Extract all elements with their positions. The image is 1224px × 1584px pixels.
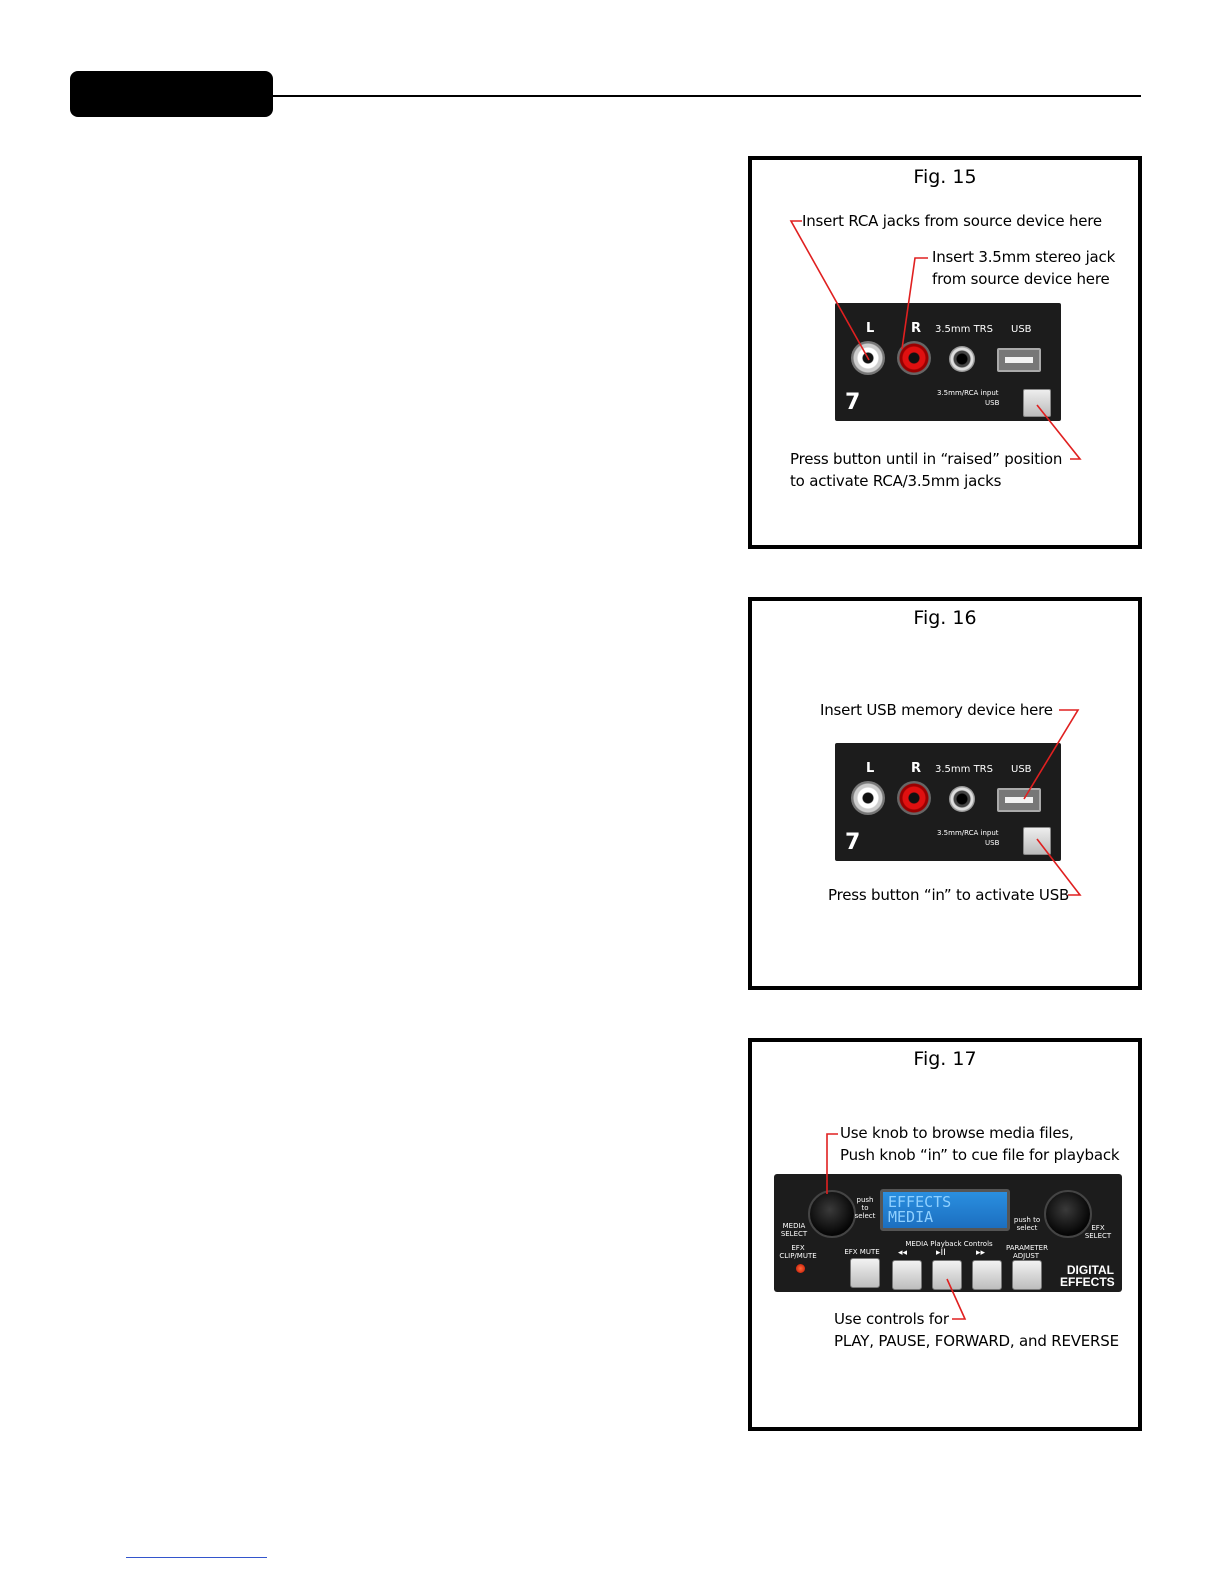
switch-label-usb: USB (985, 399, 1000, 407)
lcd-line-1: EFFECTS (888, 1193, 952, 1211)
efx-select-label: EFX SELECT (1084, 1224, 1112, 1240)
push-to-select-right: push to select (1013, 1216, 1041, 1232)
leader-lines (752, 601, 1138, 986)
efx-mute-label: EFX MUTE (844, 1248, 880, 1256)
callout-button-line1: Press button until in “raised” position (790, 450, 1063, 468)
callout-rca: Insert RCA jacks from source device here (802, 212, 1102, 230)
leader-lines (752, 160, 1138, 545)
figure-16 (748, 597, 1142, 990)
channel-number: 7 (845, 830, 861, 855)
callout-knob-line2: Push knob “in” to cue file for playback (840, 1146, 1120, 1164)
label-trs: 3.5mm TRS (935, 324, 993, 335)
forward-symbol: ▸▸ (976, 1248, 986, 1258)
callout-trs-line2: from source device here (932, 270, 1110, 288)
footer-link-underline[interactable] (126, 1557, 267, 1558)
figure-title: Fig. 16 (913, 607, 977, 629)
label-l: L (866, 761, 875, 776)
figure-15 (748, 156, 1142, 549)
play-pause-symbol: ▸II (936, 1248, 946, 1258)
figure-17 (748, 1038, 1142, 1431)
label-r: R (911, 321, 922, 336)
callout-button-line2: to activate RCA/3.5mm jacks (790, 472, 1002, 490)
callout-controls-line2: PLAY, PAUSE, FORWARD, and REVERSE (834, 1332, 1119, 1350)
lcd-line-2: MEDIA (888, 1208, 934, 1226)
switch-label-rca: 3.5mm/RCA input (937, 829, 999, 837)
figure-title: Fig. 17 (913, 1048, 977, 1070)
push-to-select-left: push to select (854, 1196, 876, 1220)
section-header-tab (70, 71, 273, 117)
label-usb: USB (1011, 764, 1032, 775)
callout-controls-line1: Use controls for (834, 1310, 949, 1328)
callout-trs-line1: Insert 3.5mm stereo jack (932, 248, 1116, 266)
channel-number: 7 (845, 390, 861, 415)
header-rule (270, 95, 1141, 97)
playback-controls-label: MEDIA Playback Controls (905, 1240, 993, 1248)
figure-title: Fig. 15 (913, 166, 977, 188)
label-l: L (866, 321, 875, 336)
label-trs: 3.5mm TRS (935, 764, 993, 775)
callout-button: Press button “in” to activate USB (828, 886, 1070, 904)
switch-label-rca: 3.5mm/RCA input (937, 389, 999, 397)
rewind-symbol: ◂◂ (898, 1248, 908, 1258)
efx-clip-mute-label: EFX CLIP/MUTE (779, 1244, 817, 1260)
label-r: R (911, 761, 922, 776)
parameter-adjust-label: PARAMETER ADJUST (1006, 1244, 1048, 1260)
switch-label-usb: USB (985, 839, 1000, 847)
callout-knob-line1: Use knob to browse media files, (840, 1124, 1074, 1142)
label-usb: USB (1011, 324, 1032, 335)
leader-lines (752, 1042, 1138, 1427)
brand-line-1: DIGITAL (1066, 1263, 1114, 1277)
callout-usb: Insert USB memory device here (820, 701, 1053, 719)
brand-line-2: EFFECTS (1060, 1275, 1115, 1289)
media-select-label: MEDIA SELECT (780, 1222, 808, 1238)
